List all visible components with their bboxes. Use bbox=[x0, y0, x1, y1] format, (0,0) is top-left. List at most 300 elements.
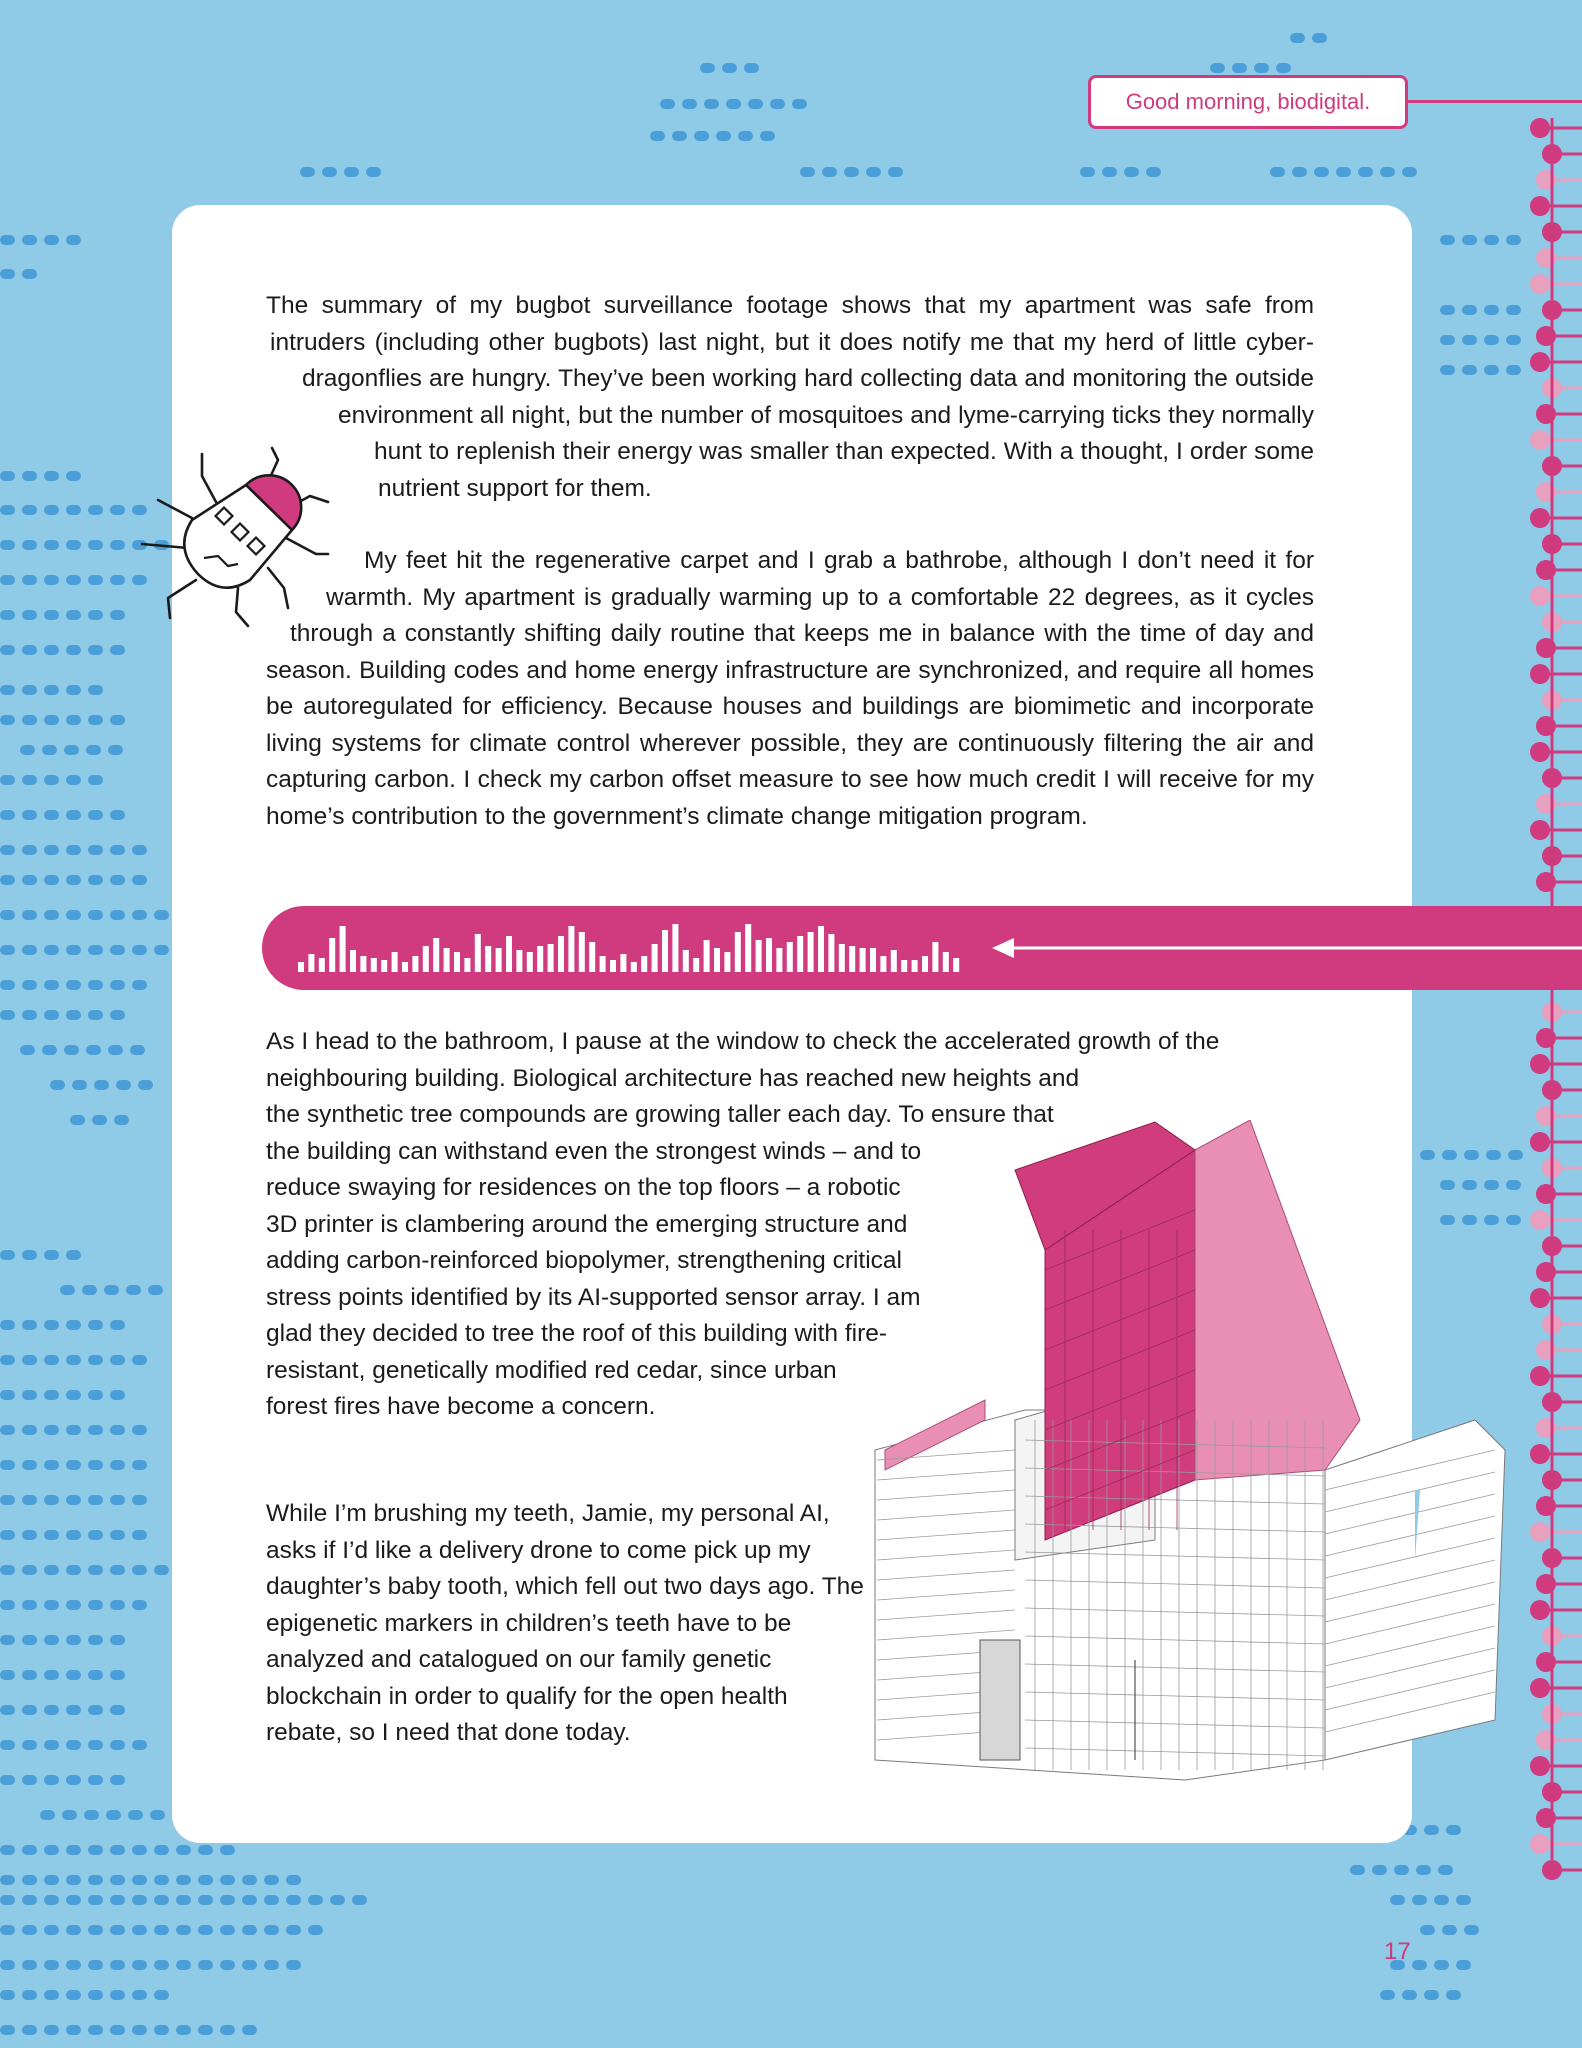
sound-bar bbox=[558, 936, 564, 972]
pattern-dot bbox=[242, 1960, 257, 1970]
sound-bar bbox=[901, 960, 907, 972]
pattern-dot bbox=[286, 1925, 301, 1935]
sound-wave-icon bbox=[262, 906, 1582, 990]
pattern-dot bbox=[0, 575, 15, 585]
pattern-dot bbox=[0, 1495, 15, 1505]
pattern-dot bbox=[82, 1285, 97, 1295]
sound-bar bbox=[776, 948, 782, 972]
pattern-dot bbox=[366, 167, 381, 177]
pattern-dot bbox=[1290, 33, 1305, 43]
pattern-dot bbox=[44, 1600, 59, 1610]
pattern-dot bbox=[22, 610, 37, 620]
pattern-dot bbox=[110, 1960, 125, 1970]
pattern-dot bbox=[0, 1705, 15, 1715]
pattern-dot bbox=[88, 1425, 103, 1435]
page-number: 17 bbox=[1384, 1938, 1411, 1965]
sound-bar bbox=[704, 940, 710, 972]
pattern-dot bbox=[110, 910, 125, 920]
circuit-node bbox=[1530, 1132, 1550, 1152]
pattern-dot bbox=[0, 235, 15, 245]
sound-bar bbox=[828, 934, 834, 972]
circuit-node bbox=[1530, 1444, 1550, 1464]
pattern-dot bbox=[264, 1925, 279, 1935]
pattern-dot bbox=[726, 99, 741, 109]
greeting-label: Good morning, biodigital. bbox=[1088, 75, 1408, 129]
pattern-dot bbox=[110, 980, 125, 990]
pattern-dot bbox=[44, 1460, 59, 1470]
pattern-dot bbox=[308, 1925, 323, 1935]
pattern-dot bbox=[176, 1845, 191, 1855]
pattern-dot bbox=[0, 1740, 15, 1750]
pattern-dot bbox=[0, 1925, 15, 1935]
pattern-dot bbox=[154, 1990, 169, 2000]
pattern-dot bbox=[44, 471, 59, 481]
pattern-dot bbox=[88, 505, 103, 515]
pattern-dot bbox=[44, 845, 59, 855]
pattern-dot bbox=[1446, 1990, 1461, 2000]
pattern-dot bbox=[88, 1355, 103, 1365]
pattern-dot bbox=[0, 910, 15, 920]
pattern-dot bbox=[88, 1635, 103, 1645]
pattern-dot bbox=[1358, 167, 1373, 177]
pattern-dot bbox=[88, 1775, 103, 1785]
pattern-dot bbox=[154, 945, 169, 955]
pattern-dot bbox=[132, 2025, 147, 2035]
pattern-dot bbox=[106, 1810, 121, 1820]
sound-bar bbox=[589, 942, 595, 972]
pattern-dot bbox=[22, 1705, 37, 1715]
pattern-dot bbox=[1440, 335, 1455, 345]
pattern-dot bbox=[66, 1010, 81, 1020]
pattern-dot bbox=[66, 980, 81, 990]
pattern-dot bbox=[66, 1705, 81, 1715]
pattern-dot bbox=[700, 63, 715, 73]
pattern-dot bbox=[88, 775, 103, 785]
pattern-dot bbox=[1434, 1960, 1449, 1970]
pattern-dot bbox=[88, 2025, 103, 2035]
pattern-dot bbox=[88, 575, 103, 585]
pattern-dot bbox=[22, 1320, 37, 1330]
pattern-dot bbox=[0, 269, 15, 279]
pattern-dot bbox=[0, 1990, 15, 2000]
pattern-dot bbox=[110, 875, 125, 885]
pattern-dot bbox=[220, 1845, 235, 1855]
sound-bar bbox=[568, 926, 574, 972]
pattern-dot bbox=[1380, 1990, 1395, 2000]
pattern-dot bbox=[94, 1080, 109, 1090]
pattern-dot bbox=[1456, 1960, 1471, 1970]
sound-bar bbox=[849, 946, 855, 972]
pattern-dot bbox=[22, 1460, 37, 1470]
pattern-dot bbox=[42, 1045, 57, 1055]
sound-bar bbox=[652, 944, 658, 972]
pattern-dot bbox=[1292, 167, 1307, 177]
pattern-dot bbox=[220, 1925, 235, 1935]
pattern-dot bbox=[62, 1810, 77, 1820]
pattern-dot bbox=[64, 745, 79, 755]
pattern-dot bbox=[198, 1875, 213, 1885]
pattern-dot bbox=[50, 1080, 65, 1090]
pattern-dot bbox=[110, 1875, 125, 1885]
pattern-dot bbox=[22, 1600, 37, 1610]
pattern-dot bbox=[1484, 305, 1499, 315]
sound-bar bbox=[350, 950, 356, 972]
pattern-dot bbox=[88, 1925, 103, 1935]
pattern-dot bbox=[286, 1895, 301, 1905]
pattern-dot bbox=[770, 99, 785, 109]
pattern-dot bbox=[44, 1990, 59, 2000]
pattern-dot bbox=[198, 1845, 213, 1855]
pattern-dot bbox=[88, 1320, 103, 1330]
pattern-dot bbox=[1424, 1825, 1439, 1835]
pattern-dot bbox=[300, 167, 315, 177]
sound-bar bbox=[735, 932, 741, 972]
pattern-dot bbox=[66, 2025, 81, 2035]
pattern-dot bbox=[1124, 167, 1139, 177]
sound-bar bbox=[516, 950, 522, 972]
circuit-node bbox=[1530, 1600, 1550, 1620]
pattern-dot bbox=[154, 910, 169, 920]
pattern-dot bbox=[88, 1740, 103, 1750]
pattern-dot bbox=[660, 99, 675, 109]
pattern-dot bbox=[0, 980, 15, 990]
pattern-dot bbox=[110, 1635, 125, 1645]
pattern-dot bbox=[1390, 1895, 1405, 1905]
pattern-dot bbox=[1270, 167, 1285, 177]
pattern-dot bbox=[22, 980, 37, 990]
pattern-dot bbox=[242, 1925, 257, 1935]
pattern-dot bbox=[0, 810, 15, 820]
pattern-dot bbox=[110, 945, 125, 955]
arrow-head bbox=[992, 938, 1014, 958]
pattern-dot bbox=[132, 1355, 147, 1365]
pattern-dot bbox=[22, 1635, 37, 1645]
pattern-dot bbox=[154, 1565, 169, 1575]
pattern-dot bbox=[66, 1635, 81, 1645]
sound-bar bbox=[412, 956, 418, 972]
pattern-dot bbox=[44, 1495, 59, 1505]
sound-bar bbox=[839, 944, 845, 972]
pattern-dot bbox=[66, 1600, 81, 1610]
pattern-dot bbox=[1434, 1895, 1449, 1905]
pattern-dot bbox=[88, 980, 103, 990]
pattern-dot bbox=[888, 167, 903, 177]
pattern-dot bbox=[126, 1285, 141, 1295]
pattern-dot bbox=[44, 1010, 59, 1020]
sound-bar bbox=[641, 956, 647, 972]
pattern-dot bbox=[22, 1390, 37, 1400]
pattern-dot bbox=[800, 167, 815, 177]
pattern-dot bbox=[0, 505, 15, 515]
pattern-dot bbox=[132, 1565, 147, 1575]
pattern-dot bbox=[0, 1845, 15, 1855]
pattern-dot bbox=[110, 1925, 125, 1935]
pattern-dot bbox=[110, 1530, 125, 1540]
pattern-dot bbox=[0, 845, 15, 855]
pattern-dot bbox=[0, 540, 15, 550]
pattern-dot bbox=[198, 1960, 213, 1970]
pattern-dot bbox=[132, 1460, 147, 1470]
pattern-dot bbox=[154, 1845, 169, 1855]
pattern-dot bbox=[66, 1495, 81, 1505]
pattern-dot bbox=[1464, 1925, 1479, 1935]
pattern-dot bbox=[42, 745, 57, 755]
sound-bar bbox=[444, 948, 450, 972]
pattern-dot bbox=[66, 505, 81, 515]
pattern-dot bbox=[1438, 1865, 1453, 1875]
sound-bar bbox=[381, 960, 387, 972]
sound-wave-banner bbox=[262, 906, 1582, 990]
pattern-dot bbox=[22, 1670, 37, 1680]
pattern-dot bbox=[22, 715, 37, 725]
pattern-dot bbox=[1506, 365, 1521, 375]
pattern-dot bbox=[44, 775, 59, 785]
pattern-dot bbox=[88, 910, 103, 920]
pattern-dot bbox=[66, 1845, 81, 1855]
pattern-dot bbox=[44, 685, 59, 695]
circuit-node bbox=[1530, 1834, 1550, 1854]
circuit-node bbox=[1530, 742, 1550, 762]
pattern-dot bbox=[132, 980, 147, 990]
pattern-dot bbox=[88, 875, 103, 885]
circuit-node bbox=[1530, 118, 1550, 138]
pattern-dot bbox=[242, 2025, 257, 2035]
pattern-dot bbox=[1276, 63, 1291, 73]
pattern-dot bbox=[0, 1895, 15, 1905]
pattern-dot bbox=[176, 2025, 191, 2035]
pattern-dot bbox=[108, 745, 123, 755]
pattern-dot bbox=[1080, 167, 1095, 177]
pattern-dot bbox=[132, 1425, 147, 1435]
sound-bar bbox=[506, 936, 512, 972]
pattern-dot bbox=[154, 1895, 169, 1905]
pattern-dot bbox=[66, 945, 81, 955]
pattern-dot bbox=[22, 235, 37, 245]
pattern-dot bbox=[44, 1740, 59, 1750]
sound-bar bbox=[631, 962, 637, 972]
pattern-dot bbox=[1420, 1925, 1435, 1935]
building-illustration bbox=[855, 1120, 1515, 1790]
pattern-dot bbox=[1402, 1990, 1417, 2000]
pattern-dot bbox=[66, 1925, 81, 1935]
pattern-dot bbox=[44, 1390, 59, 1400]
pattern-dot bbox=[22, 575, 37, 585]
pattern-dot bbox=[44, 1895, 59, 1905]
pattern-dot bbox=[44, 715, 59, 725]
pattern-dot bbox=[44, 810, 59, 820]
pattern-dot bbox=[220, 1895, 235, 1905]
sound-bar bbox=[392, 952, 398, 972]
pattern-dot bbox=[66, 471, 81, 481]
pattern-dot bbox=[308, 1895, 323, 1905]
pattern-dot bbox=[88, 540, 103, 550]
pattern-dot bbox=[22, 685, 37, 695]
pattern-dot bbox=[66, 540, 81, 550]
pattern-dot bbox=[66, 685, 81, 695]
pattern-dot bbox=[822, 167, 837, 177]
pattern-dot bbox=[66, 1670, 81, 1680]
sound-bar bbox=[870, 948, 876, 972]
pattern-dot bbox=[110, 810, 125, 820]
pattern-dot bbox=[88, 945, 103, 955]
pattern-dot bbox=[1372, 1865, 1387, 1875]
pattern-dot bbox=[66, 715, 81, 725]
pattern-dot bbox=[66, 575, 81, 585]
sound-bar bbox=[724, 952, 730, 972]
pattern-dot bbox=[66, 1390, 81, 1400]
circuit-node bbox=[1530, 664, 1550, 684]
pattern-dot bbox=[108, 1045, 123, 1055]
circuit-node bbox=[1530, 1210, 1550, 1230]
pattern-dot bbox=[132, 875, 147, 885]
pattern-dot bbox=[1402, 167, 1417, 177]
pattern-dot bbox=[1506, 335, 1521, 345]
pattern-dot bbox=[1462, 335, 1477, 345]
sound-bar bbox=[943, 952, 949, 972]
pattern-dot bbox=[64, 1045, 79, 1055]
sound-bar bbox=[496, 948, 502, 972]
pattern-dot bbox=[44, 1425, 59, 1435]
pattern-dot bbox=[88, 1565, 103, 1575]
pattern-dot bbox=[88, 1845, 103, 1855]
pattern-dot bbox=[110, 540, 125, 550]
pattern-dot bbox=[1102, 167, 1117, 177]
pattern-dot bbox=[44, 1530, 59, 1540]
pattern-dot bbox=[104, 1285, 119, 1295]
pattern-dot bbox=[0, 775, 15, 785]
pattern-dot bbox=[1254, 63, 1269, 73]
pattern-dot bbox=[88, 1670, 103, 1680]
pattern-dot bbox=[22, 1355, 37, 1365]
pattern-dot bbox=[1380, 167, 1395, 177]
circuit-node bbox=[1530, 1366, 1550, 1386]
pattern-dot bbox=[66, 610, 81, 620]
pattern-dot bbox=[132, 1495, 147, 1505]
sound-bar bbox=[433, 938, 439, 972]
pattern-dot bbox=[716, 131, 731, 141]
pattern-dot bbox=[22, 775, 37, 785]
pattern-dot bbox=[22, 1495, 37, 1505]
pattern-dot bbox=[88, 1705, 103, 1715]
pattern-dot bbox=[22, 2025, 37, 2035]
pattern-dot bbox=[110, 1565, 125, 1575]
pattern-dot bbox=[44, 1320, 59, 1330]
pattern-dot bbox=[1232, 63, 1247, 73]
pattern-dot bbox=[22, 505, 37, 515]
pattern-dot bbox=[88, 1010, 103, 1020]
pattern-dot bbox=[0, 715, 15, 725]
pattern-dot bbox=[264, 1875, 279, 1885]
pattern-dot bbox=[88, 645, 103, 655]
pattern-dot bbox=[0, 1670, 15, 1680]
pattern-dot bbox=[22, 1875, 37, 1885]
pattern-dot bbox=[0, 610, 15, 620]
pattern-dot bbox=[1424, 1990, 1439, 2000]
pattern-dot bbox=[132, 1925, 147, 1935]
pattern-dot bbox=[132, 910, 147, 920]
pattern-dot bbox=[1412, 1960, 1427, 1970]
pattern-dot bbox=[132, 1960, 147, 1970]
pattern-dot bbox=[114, 1115, 129, 1125]
pattern-dot bbox=[88, 1460, 103, 1470]
pattern-dot bbox=[66, 845, 81, 855]
sound-bar bbox=[693, 958, 699, 972]
pattern-dot bbox=[88, 1600, 103, 1610]
pattern-dot bbox=[44, 945, 59, 955]
pattern-dot bbox=[1312, 33, 1327, 43]
pattern-dot bbox=[242, 1895, 257, 1905]
sound-bar bbox=[454, 952, 460, 972]
pattern-dot bbox=[66, 1960, 81, 1970]
sound-bar bbox=[787, 942, 793, 972]
sound-bar bbox=[475, 934, 481, 972]
pattern-dot bbox=[86, 745, 101, 755]
pattern-dot bbox=[1440, 365, 1455, 375]
pattern-dot bbox=[66, 1355, 81, 1365]
sound-bar bbox=[880, 956, 886, 972]
pattern-dot bbox=[44, 980, 59, 990]
pattern-dot bbox=[1456, 1895, 1471, 1905]
pattern-dot bbox=[20, 1045, 35, 1055]
pattern-dot bbox=[66, 1250, 81, 1260]
pattern-dot bbox=[22, 1010, 37, 1020]
pattern-dot bbox=[110, 1460, 125, 1470]
circuit-node bbox=[1530, 820, 1550, 840]
pattern-dot bbox=[44, 1875, 59, 1885]
pattern-dot bbox=[1506, 305, 1521, 315]
sound-bar bbox=[537, 946, 543, 972]
pattern-dot bbox=[40, 1810, 55, 1820]
pattern-dot bbox=[0, 1320, 15, 1330]
pattern-dot bbox=[132, 1530, 147, 1540]
pattern-dot bbox=[154, 1925, 169, 1935]
pattern-dot bbox=[88, 1895, 103, 1905]
sound-bar bbox=[423, 946, 429, 972]
pattern-dot bbox=[650, 131, 665, 141]
sound-bar bbox=[766, 938, 772, 972]
pattern-dot bbox=[150, 1810, 165, 1820]
pattern-dot bbox=[220, 2025, 235, 2035]
pattern-dot bbox=[130, 1045, 145, 1055]
pattern-dot bbox=[22, 1530, 37, 1540]
pattern-dot bbox=[44, 235, 59, 245]
pattern-dot bbox=[0, 1425, 15, 1435]
pattern-dot bbox=[44, 1355, 59, 1365]
sound-bar bbox=[672, 924, 678, 972]
pattern-dot bbox=[1506, 235, 1521, 245]
sound-bar bbox=[808, 932, 814, 972]
pattern-dot bbox=[132, 1845, 147, 1855]
pattern-dot bbox=[44, 575, 59, 585]
circuit-node bbox=[1530, 1678, 1550, 1698]
sound-bar bbox=[485, 946, 491, 972]
pattern-dot bbox=[286, 1960, 301, 1970]
sound-bar bbox=[745, 924, 751, 972]
pattern-dot bbox=[44, 1670, 59, 1680]
pattern-dot bbox=[22, 845, 37, 855]
paragraph-morning-apartment: My feet hit the regenerative carpet and I grab a bathrobe, although I don’t need it for warmth. My apartment is gradually warming up to a comfortable 22 degrees, as it cycles through a constantly shifting daily routine that keeps me in balance with the time of day and season. Building codes and home energy infrastructure are synchronized, and require all homes be autoregulated for efficiency. Because houses and buildings are biomimetic and incorporate living systems for climate control wherever possible, they are continuously filtering the air and capturing carbon. I check my carbon offset measure to see how much credit I will receive for my home’s contribution to the government’s climate change mitigation program. bbox=[266, 547, 1314, 830]
pattern-dot bbox=[22, 645, 37, 655]
sound-bar bbox=[714, 948, 720, 972]
pattern-dot bbox=[110, 1895, 125, 1905]
pattern-dot bbox=[70, 1115, 85, 1125]
pattern-dot bbox=[110, 1010, 125, 1020]
pattern-dot bbox=[110, 1740, 125, 1750]
pattern-dot bbox=[128, 1810, 143, 1820]
sound-bar bbox=[527, 952, 533, 972]
pattern-dot bbox=[66, 875, 81, 885]
pattern-dot bbox=[1462, 365, 1477, 375]
